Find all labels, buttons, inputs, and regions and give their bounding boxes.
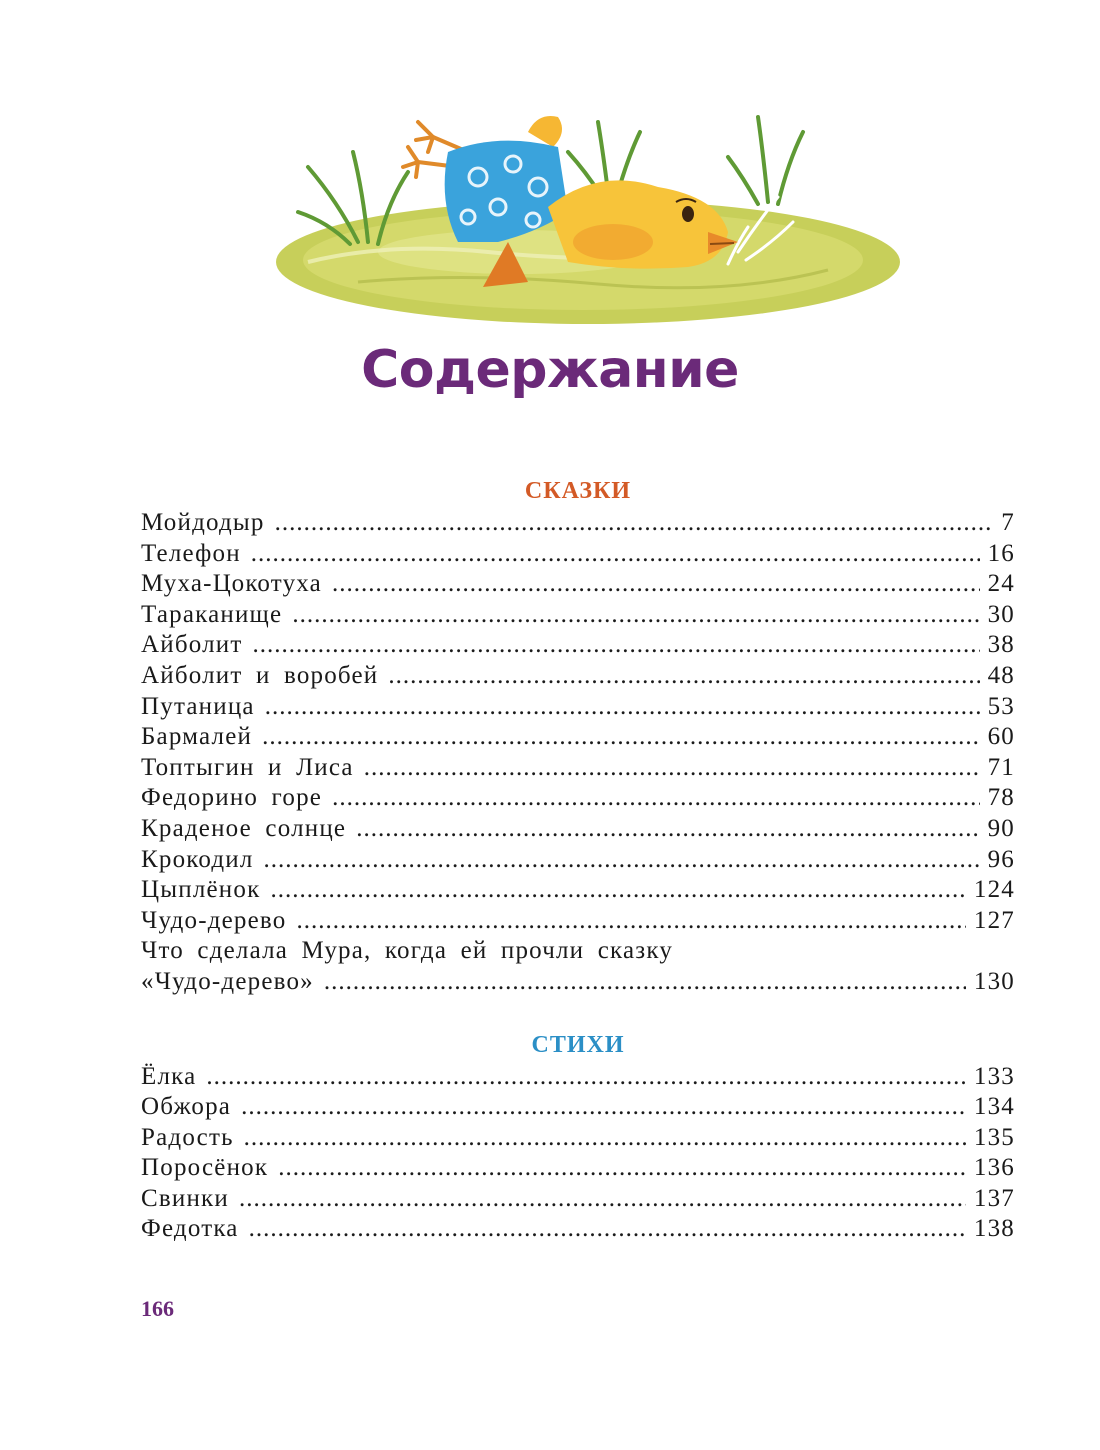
toc-entry-title: Чудо-дерево xyxy=(141,906,287,934)
toc-entry-title: Айболит xyxy=(141,631,243,659)
toc-entry[interactable] xyxy=(141,630,1015,661)
dot-leader xyxy=(262,722,980,753)
toc-entry-title: Топтыгин и Лиса xyxy=(141,753,354,781)
tales-list xyxy=(141,508,1015,936)
toc-entry[interactable] xyxy=(141,845,1015,876)
dot-leader xyxy=(388,661,979,692)
toc-entry-page: 133 xyxy=(973,1062,1015,1090)
toc-entry-page: 96 xyxy=(987,845,1015,873)
toc-entry-page: 124 xyxy=(973,876,1015,904)
toc-entry-title: Что сделала Мура, когда ей прочли сказку xyxy=(141,937,674,965)
toc-entry-page: 134 xyxy=(973,1093,1015,1121)
toc-entry-page: 30 xyxy=(987,600,1015,628)
toc-entry-page: 48 xyxy=(987,661,1015,689)
dot-leader xyxy=(364,753,980,784)
toc-entry-title: Телефон xyxy=(141,539,241,567)
toc-entry[interactable] xyxy=(141,539,1015,570)
dot-leader xyxy=(332,569,980,600)
toc-entry[interactable] xyxy=(141,783,1015,814)
page-number: 166 xyxy=(141,1296,174,1321)
dot-leader xyxy=(249,1214,966,1245)
toc-entry[interactable] xyxy=(141,600,1015,631)
toc-entry-title: Свинки xyxy=(141,1184,229,1212)
dot-leader xyxy=(206,1062,965,1093)
toc-entry-line[interactable] xyxy=(141,936,1015,967)
toc-entry-title: Федотка xyxy=(141,1215,239,1243)
dot-leader xyxy=(264,845,980,876)
toc-entry[interactable] xyxy=(141,875,1015,906)
dot-leader xyxy=(251,539,980,570)
toc-entry[interactable] xyxy=(141,906,1015,937)
dot-leader xyxy=(241,1092,966,1123)
toc-entry[interactable] xyxy=(141,569,1015,600)
toc-entry-title: Обжора xyxy=(141,1093,232,1121)
poems-list xyxy=(141,1062,1015,1246)
dot-leader xyxy=(244,1123,966,1154)
duckling-puddle-illustration xyxy=(268,92,908,332)
dot-leader xyxy=(253,630,980,661)
toc-entry-page: 7 xyxy=(1001,509,1015,536)
toc-entry-title: Путаница xyxy=(141,692,255,720)
toc-entry-page: 137 xyxy=(973,1184,1015,1212)
toc-entry-page: 38 xyxy=(987,631,1015,659)
toc-entry-page: 138 xyxy=(973,1215,1015,1243)
toc-entry-title: Айболит и воробей xyxy=(141,661,379,689)
toc-entry-title: Радость xyxy=(141,1123,234,1151)
toc-entry-page: 53 xyxy=(987,692,1015,720)
toc-entry[interactable] xyxy=(141,722,1015,753)
toc-entry-page: 136 xyxy=(973,1154,1015,1182)
dot-leader xyxy=(292,600,979,631)
table-of-contents xyxy=(141,474,1015,1245)
toc-entry-title: Бармалей xyxy=(141,723,253,751)
toc-entry-page: 60 xyxy=(987,723,1015,751)
toc-entry-title: «Чудо-дерево» xyxy=(141,967,314,995)
toc-entry-page: 16 xyxy=(987,539,1015,567)
toc-entry[interactable] xyxy=(141,1153,1015,1184)
toc-entry[interactable] xyxy=(141,814,1015,845)
toc-entry-title: Цыплёнок xyxy=(141,876,261,904)
toc-entry-title: Ёлка xyxy=(141,1062,197,1090)
toc-entry-title: Краденое солнце xyxy=(141,814,347,842)
toc-entry[interactable] xyxy=(141,967,1015,998)
dot-leader xyxy=(265,692,980,723)
section-heading-poems: СТИХИ xyxy=(531,1031,625,1058)
dot-leader xyxy=(239,1184,966,1215)
toc-entry-page: 78 xyxy=(987,784,1015,812)
toc-entry-page: 24 xyxy=(987,570,1015,598)
toc-entry[interactable] xyxy=(141,1092,1015,1123)
toc-entry-title: Федорино горе xyxy=(141,784,323,812)
toc-entry-page: 135 xyxy=(973,1123,1015,1151)
toc-entry-title: Муха-Цокотуха xyxy=(141,570,322,598)
toc-entry-page: 127 xyxy=(973,906,1015,934)
toc-entry-title: Тараканище xyxy=(141,600,283,628)
toc-entry[interactable] xyxy=(141,1062,1015,1093)
dot-leader xyxy=(356,814,979,845)
dot-leader xyxy=(278,1153,966,1184)
toc-entry-page: 130 xyxy=(973,967,1015,995)
toc-entry-page: 71 xyxy=(987,753,1015,781)
toc-entry[interactable] xyxy=(141,1214,1015,1245)
toc-entry-page: 90 xyxy=(987,814,1015,842)
dot-leader xyxy=(296,906,965,937)
dot-leader xyxy=(332,783,980,814)
toc-entry[interactable] xyxy=(141,1123,1015,1154)
dot-leader xyxy=(270,875,965,906)
toc-entry[interactable] xyxy=(141,753,1015,784)
toc-entry-title: Поросёнок xyxy=(141,1154,269,1182)
page-title: Содержание xyxy=(361,340,739,400)
section-heading-tales: СКАЗКИ xyxy=(524,478,632,504)
toc-entry[interactable] xyxy=(141,661,1015,692)
toc-entry[interactable] xyxy=(141,508,1015,539)
toc-entry[interactable] xyxy=(141,1184,1015,1215)
dot-leader xyxy=(275,508,993,539)
toc-entry-title: Мойдодыр xyxy=(141,509,265,536)
toc-entry[interactable] xyxy=(141,692,1015,723)
toc-entry-title: Крокодил xyxy=(141,845,254,873)
dot-leader xyxy=(324,967,966,998)
